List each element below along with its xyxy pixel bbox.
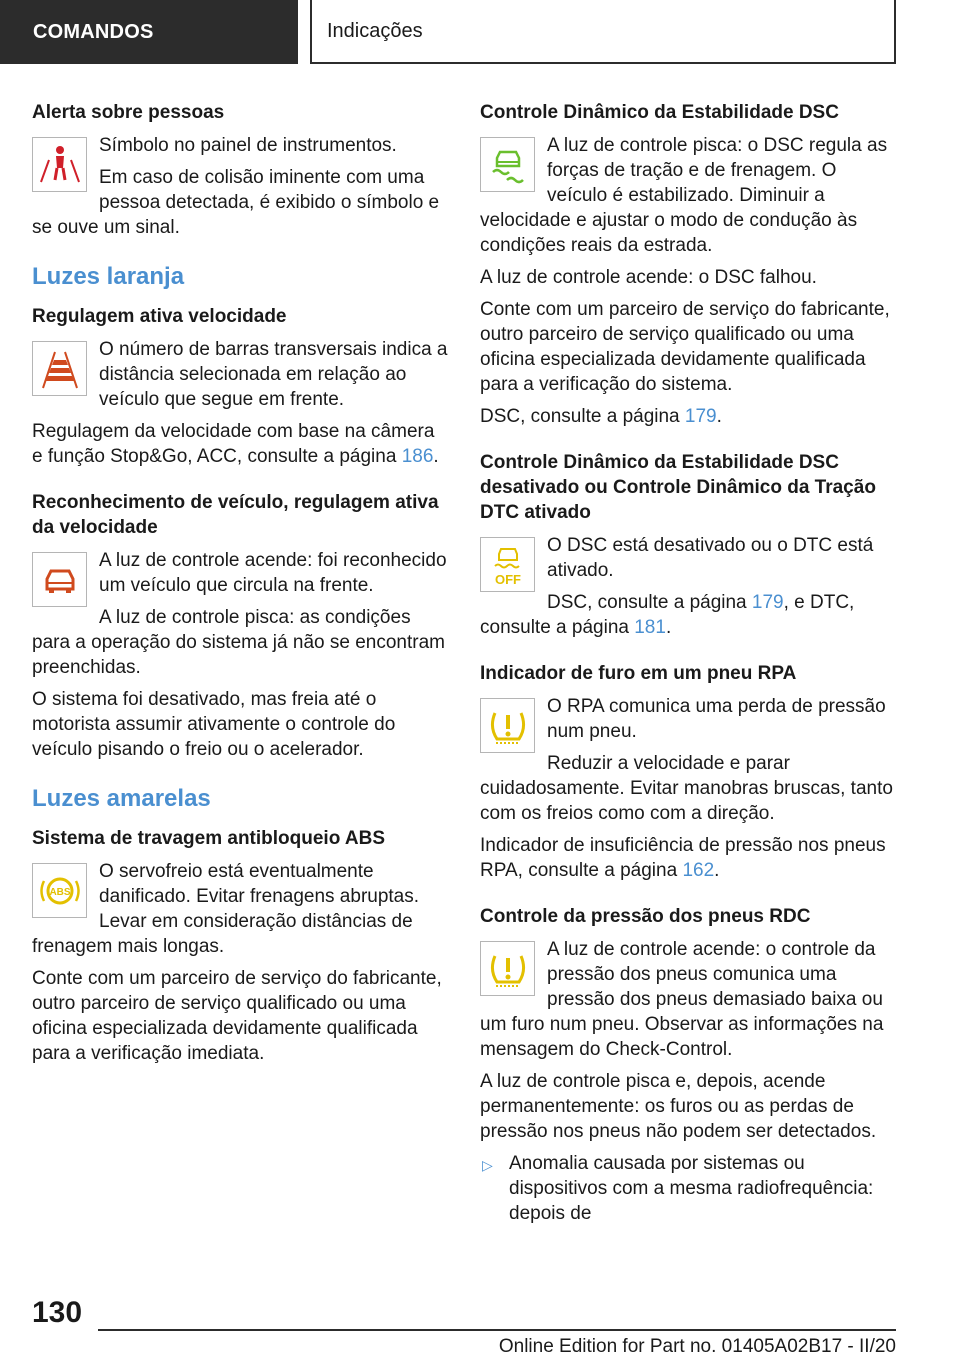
text: A luz de controle pisca e, depois, acende permanentemente: os furos ou as perdas de pressão nos pneus não podem ser detectados. [480, 1071, 877, 1142]
text: Conte com um parceiro de serviço do fabricante, outro parceiro de serviço qualificado ou uma oficina especializada devidamente qualificada para a verificação do sistema. [480, 299, 890, 395]
text: DSC, consulte a página 179. [480, 406, 722, 427]
page-link[interactable]: 181 [634, 617, 666, 638]
text: Regulagem da velocidade com base na câmera e função Stop&Go, ACC, consulte a página 186. [32, 421, 439, 467]
list-item: ▷ Anomalia causada por sistemas ou dispositivos com a mesma radiofrequência: depois de [482, 1153, 874, 1224]
heading-luzes-laranja: Luzes laranja [32, 263, 185, 290]
edition-note: Online Edition for Part no. 01405A02B17 - II/20 [498, 1336, 896, 1357]
chapter-tab: Indicações [310, 0, 896, 64]
dsc-icon [480, 137, 535, 192]
text: Indicador de insuficiência de pressão nos pneus RPA, consulte a página 162. [480, 835, 886, 881]
text: O número de barras transversais indica a distância selecionada em relação ao veículo que segue em frente. [99, 339, 448, 410]
left-column [32, 100, 450, 1073]
tire-pressure-icon [480, 941, 535, 996]
text: Símbolo no painel de instrumentos. [99, 135, 397, 156]
text: A luz de controle acende: o controle da pressão dos pneus comunica uma pressão dos pneus demasiado baixa ou um furo num pneu. Observar as informações na mensagem do Check-Control. [480, 939, 884, 1060]
heading-rdc: Controle da pressão dos pneus RDC [480, 906, 811, 927]
svg-text:ABS: ABS [48, 886, 71, 898]
text: Reduzir a velocidade e parar cuidadosamente. Evitar manobras bruscas, tanto com os freios como com a direção. [480, 753, 893, 824]
section-tab: COMANDOS [0, 0, 298, 64]
heading-rpa: Indicador de furo em um pneu RPA [480, 663, 797, 684]
heading-regulagem: Regulagem ativa velocidade [32, 306, 287, 327]
dsc-off-icon [480, 537, 535, 592]
svg-text:OFF: OFF [494, 571, 521, 587]
pedestrian-warning-icon [32, 137, 87, 192]
tire-warning-icon [480, 698, 535, 753]
page-header [0, 0, 960, 66]
page-link[interactable]: 179 [684, 406, 717, 427]
heading-luzes-amarelas: Luzes amarelas [32, 785, 211, 812]
heading-alerta-pessoas: Alerta sobre pessoas [32, 102, 225, 123]
heading-reconhecimento: Reconhecimento de veículo, regulagem ativa da velocidade [32, 492, 439, 538]
page-link[interactable]: 179 [751, 592, 784, 613]
heading-abs: Sistema de travagem antibloqueio ABS [32, 828, 385, 849]
distance-bars-icon [32, 341, 87, 396]
text: Em caso de colisão iminente com uma pessoa detectada, é exibido o símbolo e se ouve um sinal. [32, 167, 440, 238]
heading-dsc-off: Controle Dinâmico da Estabilidade DSC desativado ou Controle Dinâmico da Tração DTC ativado [480, 452, 876, 523]
page-link[interactable]: 186 [401, 446, 434, 467]
page-link[interactable]: 162 [682, 860, 715, 881]
text: O sistema foi desativado, mas freia até o motorista assumir ativamente o controle do veículo pisando o freio ou o acelerador. [32, 689, 396, 760]
footer-divider [98, 1329, 896, 1331]
text: DSC, consulte a página 179, e DTC, consulte a página 181. [480, 592, 855, 638]
triangle-bullet-icon: ▷ [482, 1157, 493, 1173]
text: O servofreio está eventualmente danificado. Evitar frenagens abruptas. Levar em consideração distâncias de frenagem mais longas. [32, 861, 420, 957]
text: A luz de controle acende: foi reconhecido um veículo que circula na frente. [99, 550, 447, 596]
abs-icon [32, 863, 87, 918]
page-number: 130 [32, 1296, 83, 1329]
heading-dsc: Controle Dinâmico da Estabilidade DSC [480, 102, 839, 123]
vehicle-ahead-icon [32, 552, 87, 607]
right-column [480, 100, 898, 1233]
text: O DSC está desativado ou o DTC está ativado. [547, 535, 874, 581]
text: A luz de controle acende: o DSC falhou. [480, 267, 817, 288]
text: A luz de controle pisca: as condições para a operação do sistema já não se encontram preenchidas. [32, 607, 445, 678]
text: Conte com um parceiro de serviço do fabricante, outro parceiro de serviço qualificado ou uma oficina especializada devidamente qualificada para a verificação imediata. [32, 968, 442, 1064]
text: A luz de controle pisca: o DSC regula as forças de tração e de frenagem. O veículo é estabilizado. Diminuir a velocidade e ajustar o modo de condução às condições reais da estrada. [480, 135, 888, 256]
text: O RPA comunica uma perda de pressão num pneu. [547, 696, 886, 742]
